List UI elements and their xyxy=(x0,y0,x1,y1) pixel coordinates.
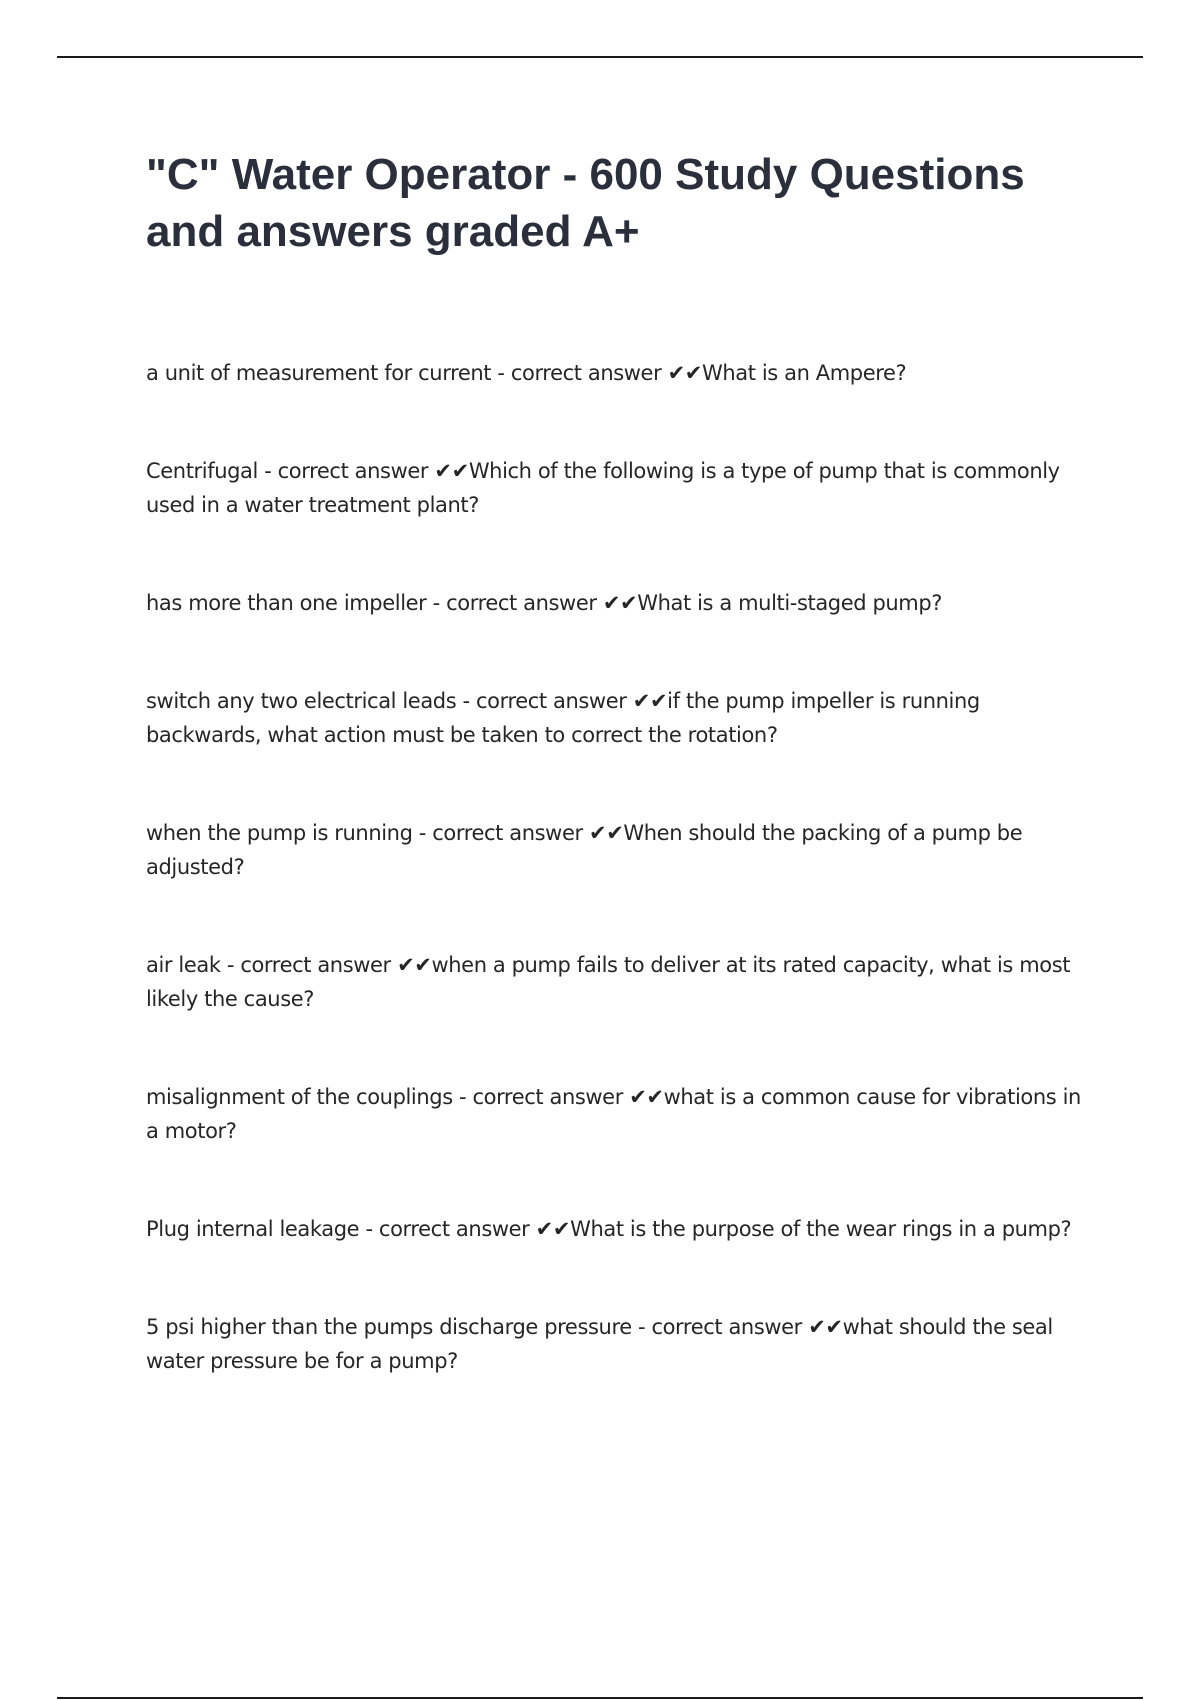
qa-item xyxy=(146,1080,1096,1148)
double-check-icon: ✔✔ xyxy=(667,361,702,385)
qa-item xyxy=(146,586,1096,620)
question-text: Which of the following is a type of pump that is commonly used in a water treatment plant? xyxy=(146,459,1060,517)
qa-item xyxy=(146,684,1096,752)
double-check-icon: ✔✔ xyxy=(434,459,469,483)
question-text: What is an Ampere? xyxy=(702,361,907,385)
double-check-icon: ✔✔ xyxy=(397,953,432,977)
correct-answer-label: - correct answer xyxy=(491,361,668,385)
correct-answer-label: - correct answer xyxy=(456,689,633,713)
qa-item xyxy=(146,1212,1096,1246)
top-rule xyxy=(57,56,1143,58)
question-text: What is a multi-staged pump? xyxy=(637,591,943,615)
answer-text: a unit of measurement for current xyxy=(146,361,492,385)
answer-text: switch any two electrical leads xyxy=(146,689,457,713)
correct-answer-label: - correct answer xyxy=(359,1217,536,1241)
correct-answer-label: - correct answer xyxy=(452,1085,630,1109)
question-text: what is a common cause for vibrations in a motor? xyxy=(146,1085,1081,1143)
answer-text: misalignment of the couplings xyxy=(146,1085,453,1109)
correct-answer-label: - correct answer xyxy=(426,591,603,615)
document-title: "C" Water Operator - 600 Study Questions and answers graded A+ xyxy=(146,150,1025,256)
question-text: What is the purpose of the wear rings in a pump? xyxy=(570,1217,1072,1241)
correct-answer-label: - correct answer xyxy=(631,1315,809,1339)
qa-item xyxy=(146,1310,1096,1378)
double-check-icon: ✔✔ xyxy=(535,1217,571,1241)
qa-item xyxy=(146,454,1096,522)
answer-text: Centrifugal xyxy=(146,459,258,483)
double-check-icon: ✔✔ xyxy=(602,591,638,615)
qa-list xyxy=(146,356,1096,1442)
question-text: When should the packing of a pump be adjusted? xyxy=(146,821,1023,879)
bottom-rule xyxy=(57,1697,1143,1699)
answer-text: has more than one impeller xyxy=(146,591,427,615)
correct-answer-label: - correct answer xyxy=(220,953,398,977)
correct-answer-label: - correct answer xyxy=(257,459,435,483)
answer-text: air leak xyxy=(146,953,221,977)
question-text: if the pump impeller is running backwards, what action must be taken to correct the rotation? xyxy=(146,689,980,747)
qa-item xyxy=(146,948,1096,1016)
answer-text: Plug internal leakage xyxy=(146,1217,360,1241)
question-text: when a pump fails to deliver at its rated capacity, what is most likely the cause? xyxy=(146,953,1071,1011)
double-check-icon: ✔✔ xyxy=(589,821,624,845)
correct-answer-label: - correct answer xyxy=(412,821,589,845)
double-check-icon: ✔✔ xyxy=(808,1315,843,1339)
question-text: what should the seal water pressure be for a pump? xyxy=(146,1315,1053,1373)
qa-item xyxy=(146,356,1096,390)
double-check-icon: ✔✔ xyxy=(629,1085,664,1109)
answer-text: 5 psi higher than the pumps discharge pressure xyxy=(146,1315,632,1339)
answer-text: when the pump is running xyxy=(146,821,413,845)
double-check-icon: ✔✔ xyxy=(632,689,668,713)
qa-item xyxy=(146,816,1096,884)
